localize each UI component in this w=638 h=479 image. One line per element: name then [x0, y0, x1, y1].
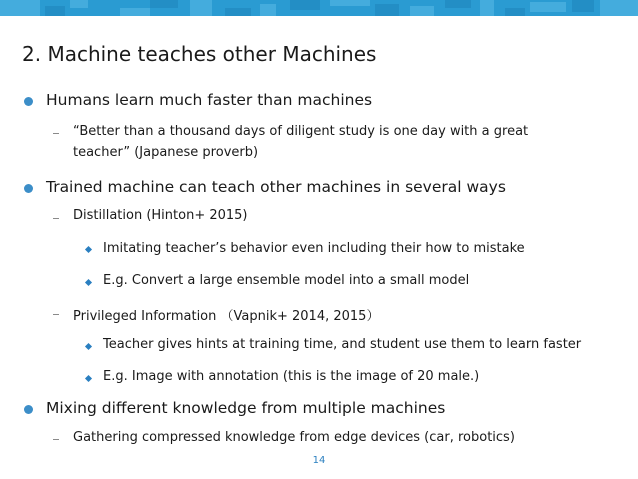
bullet-2-sub-1-text: Distillation (Hinton+ 2015): [73, 208, 248, 223]
diamond-bullet-icon: [85, 343, 92, 350]
bullet-1-sub-1-line-2: teacher” (Japanese proverb): [73, 145, 259, 160]
bullet-dot: [24, 184, 33, 193]
bullet-dot: [24, 405, 33, 414]
diamond-bullet-icon: [85, 375, 92, 382]
bullet-2-sub-1-item-2: E.g. Convert a large ensemble model into a small model: [103, 273, 470, 288]
bullet-2-sub-1-item-1: Imitating teacher’s behavior even including their how to mistake: [103, 241, 525, 256]
bullet-3-sub-1-text: Gathering compressed knowledge from edge devices (car, robotics): [73, 430, 515, 445]
bullet-1-text: Humans learn much faster than machines: [46, 91, 373, 109]
bullet-dot: [24, 97, 33, 106]
bullet-3-text: Mixing different knowledge from multiple machines: [46, 399, 446, 417]
bullet-1-sub-1-line-1: “Better than a thousand days of diligent study is one day with a great: [73, 124, 529, 139]
sub-bullet-dash: [53, 133, 59, 134]
diamond-bullet-icon: [85, 246, 92, 253]
sub-bullet-dash: [53, 218, 59, 219]
diamond-bullet-icon: [85, 279, 92, 286]
slide-title: 2. Machine teaches other Machines: [22, 42, 377, 66]
bullet-2-sub-2-text: Privileged Information （Vapnik+ 2014, 2015）: [73, 309, 380, 324]
bullet-2-text: Trained machine can teach other machines in several ways: [46, 178, 506, 196]
page-number: 14: [312, 455, 326, 466]
bullet-2-sub-2-item-1: Teacher gives hints at training time, and student use them to learn faster: [103, 337, 582, 352]
sub-bullet-dash: [53, 439, 59, 440]
bullet-2-sub-2-item-2: E.g. Image with annotation (this is the image of 20 male.): [103, 369, 480, 384]
sub-bullet-dash: [53, 314, 59, 315]
